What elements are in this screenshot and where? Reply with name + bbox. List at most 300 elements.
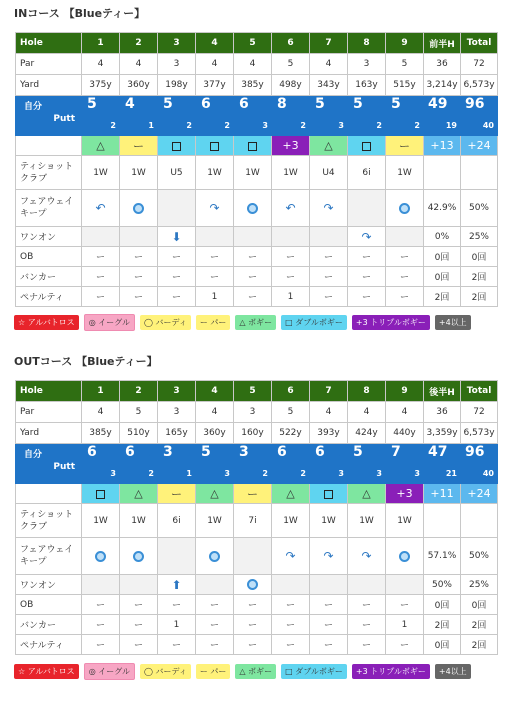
par-cell: 3	[158, 402, 196, 423]
hole-number: 2	[120, 381, 158, 402]
ob-cell: ー	[196, 247, 234, 267]
result-symbol: ー	[399, 139, 410, 153]
fairway-row	[16, 190, 498, 227]
double-bogey-square-icon	[96, 490, 105, 499]
yard-cell: 385y	[234, 75, 272, 96]
out-course-title: OUTコース 【Blueティー】	[14, 355, 158, 368]
stroke-count: 6	[239, 96, 249, 112]
putt-count: 3	[338, 121, 344, 130]
hole-number: 7	[310, 33, 348, 54]
hole-number: 3	[158, 33, 196, 54]
result-row	[16, 136, 498, 156]
putt-count: 3	[376, 469, 382, 478]
hole-number: 9	[386, 381, 424, 402]
oneon-cell	[234, 575, 272, 595]
fairway-rate: 50%	[468, 203, 489, 213]
putt-count: 1	[186, 469, 192, 478]
oneon-cell	[424, 227, 461, 247]
result-symbol: △	[96, 139, 105, 152]
bunker-cell: ー	[310, 267, 348, 287]
bunker-cell: ー	[272, 615, 310, 635]
penalty-cell: ー	[234, 635, 272, 655]
result-symbol: △	[210, 487, 219, 500]
result-cell	[272, 484, 310, 504]
ob-cell: ー	[310, 595, 348, 615]
result-cell	[82, 484, 120, 504]
par-cell: 5	[272, 402, 310, 423]
fairway-cell	[461, 538, 498, 575]
result-symbol: +3	[282, 139, 299, 152]
oneon-cell	[386, 575, 424, 595]
oneon-cell	[461, 227, 498, 247]
penalty-cell: ー	[234, 287, 272, 307]
fairway-cell	[82, 190, 120, 227]
result-cell	[234, 484, 272, 504]
fairway-rate: 42.9%	[427, 203, 457, 213]
ob-cell: ー	[348, 595, 386, 615]
yard-cell: 510y	[120, 423, 158, 444]
albatross-legend: ☆ アルバトロス	[14, 664, 79, 679]
fairway-cell	[82, 538, 120, 575]
score-cell	[158, 444, 196, 484]
stroke-count: 6	[315, 444, 325, 460]
fairway-cell	[348, 538, 386, 575]
in-legend	[0, 313, 505, 331]
fairway-cell	[196, 190, 234, 227]
double-bogey-square-icon	[172, 142, 181, 151]
triple-bogey-legend: +3 トリプルボギー	[352, 315, 430, 330]
penalty-cell: ー	[82, 635, 120, 655]
tee-club-cell: 1W	[386, 504, 424, 538]
fairway-hit-icon	[209, 551, 220, 562]
albatross-legend: ☆ アルバトロス	[14, 315, 79, 330]
yard-cell: 6,573y	[461, 423, 498, 444]
bunker-cell: ー	[272, 267, 310, 287]
par-row	[16, 402, 498, 423]
stroke-count: 3	[163, 444, 173, 460]
tee-club-cell: 1W	[82, 156, 120, 190]
score-cell	[310, 96, 348, 136]
quad-plus-legend: +4以上	[435, 315, 471, 330]
bogey-legend: △ ボギー	[235, 664, 276, 679]
fairway-cell	[310, 538, 348, 575]
putt-count: 2	[262, 469, 268, 478]
penalty-cell: ー	[348, 287, 386, 307]
result-symbol: +24	[467, 139, 491, 152]
penalty-cell: 1	[272, 287, 310, 307]
ob-cell: ー	[234, 247, 272, 267]
result-symbol: +24	[467, 487, 491, 500]
oneon-cell	[424, 575, 461, 595]
result-symbol: +11	[430, 487, 454, 500]
penalty-cell: ー	[386, 635, 424, 655]
fairway-label: フェアウェイ キープ	[16, 190, 82, 227]
yard-cell: 343y	[310, 75, 348, 96]
right-curve-arrow-icon: ↷	[323, 201, 334, 215]
out-score-table	[15, 380, 498, 655]
bunker-cell: ー	[158, 267, 196, 287]
oneon-rate: 50%	[431, 579, 452, 590]
result-symbol: ー	[247, 487, 258, 501]
oneon-label: ワンオン	[16, 227, 82, 247]
tee-club-cell: 1W	[310, 504, 348, 538]
penalty-cell: 2回	[461, 287, 498, 307]
half-label: 前半H	[424, 33, 461, 54]
fairway-cell	[386, 538, 424, 575]
ob-cell: 0回	[424, 595, 461, 615]
ob-cell: ー	[120, 247, 158, 267]
ob-row	[16, 247, 498, 267]
half-label: 後半H	[424, 381, 461, 402]
tee-club-cell: 1W	[272, 156, 310, 190]
eagle-legend: ◎ イーグル	[84, 663, 135, 680]
fairway-cell	[310, 190, 348, 227]
bunker-cell: 1	[158, 615, 196, 635]
fairway-cell	[424, 538, 461, 575]
ob-cell: ー	[272, 595, 310, 615]
fairway-hit-icon	[247, 579, 258, 590]
yard-row	[16, 75, 498, 96]
tee-label: ティショット クラブ	[16, 504, 82, 538]
penalty-cell: ー	[120, 287, 158, 307]
stroke-count: 5	[353, 96, 363, 112]
fairway-cell	[461, 190, 498, 227]
fairway-hit-icon	[133, 551, 144, 562]
oneon-cell	[120, 227, 158, 247]
ob-cell: ー	[158, 595, 196, 615]
fairway-rate: 50%	[468, 551, 489, 561]
penalty-cell: ー	[158, 635, 196, 655]
putt-count: 2	[110, 121, 116, 130]
double-bogey-square-icon	[362, 142, 371, 151]
result-cell	[424, 484, 461, 504]
penalty-cell: ー	[310, 635, 348, 655]
hole-label: Hole	[16, 381, 82, 402]
bunker-cell: ー	[386, 267, 424, 287]
bunker-label: バンカー	[16, 615, 82, 635]
eagle-legend: ◎ イーグル	[84, 314, 135, 331]
fairway-hit-icon	[399, 203, 410, 214]
stroke-count: 6	[277, 444, 287, 460]
yard-cell: 393y	[310, 423, 348, 444]
ob-cell: 0回	[424, 247, 461, 267]
result-cell	[158, 484, 196, 504]
score-cell	[424, 444, 461, 484]
penalty-cell: ー	[158, 287, 196, 307]
yard-cell: 3,359y	[424, 423, 461, 444]
penalty-cell: 2回	[424, 287, 461, 307]
penalty-row	[16, 287, 498, 307]
hole-number: 9	[386, 33, 424, 54]
hole-number: 6	[272, 33, 310, 54]
putt-count: 2	[148, 469, 154, 478]
tee-row	[16, 156, 498, 190]
fairway-cell	[272, 538, 310, 575]
left-curve-arrow-icon: ↶	[95, 201, 106, 215]
result-label-cell	[16, 484, 82, 504]
hole-number: 1	[82, 381, 120, 402]
triple-bogey-legend: +3 トリプルボギー	[352, 664, 430, 679]
fairway-cell	[234, 190, 272, 227]
putt-label: Putt	[53, 462, 75, 472]
oneon-cell	[196, 227, 234, 247]
fairway-cell	[158, 190, 196, 227]
par-row	[16, 54, 498, 75]
par-cell: 4	[386, 402, 424, 423]
oneon-rate: 0%	[434, 231, 450, 242]
hole-number: 6	[272, 381, 310, 402]
hole-row	[16, 381, 498, 402]
putt-count: 1	[148, 121, 154, 130]
stroke-count: 96	[465, 96, 485, 112]
fairway-cell	[196, 538, 234, 575]
tee-club-cell	[424, 156, 461, 190]
par-cell: 4	[196, 402, 234, 423]
double-bogey-square-icon	[210, 142, 219, 151]
fairway-cell	[272, 190, 310, 227]
par-cell: 4	[82, 402, 120, 423]
putt-count: 2	[300, 469, 306, 478]
tee-club-cell: 1W	[386, 156, 424, 190]
oneon-row	[16, 227, 498, 247]
yard-cell: 360y	[196, 423, 234, 444]
stroke-count: 6	[87, 444, 97, 460]
tee-club-cell	[461, 156, 498, 190]
yard-cell: 375y	[82, 75, 120, 96]
ob-cell: ー	[82, 595, 120, 615]
yard-cell: 163y	[348, 75, 386, 96]
score-cell	[386, 444, 424, 484]
ob-cell: ー	[272, 247, 310, 267]
penalty-label: ペナルティ	[16, 635, 82, 655]
result-cell	[272, 136, 310, 156]
fairway-hit-icon	[133, 203, 144, 214]
penalty-cell: ー	[386, 287, 424, 307]
putt-count: 3	[224, 469, 230, 478]
par-cell: 4	[196, 54, 234, 75]
putt-count: 2	[376, 121, 382, 130]
par-cell: 36	[424, 402, 461, 423]
out-legend	[0, 662, 505, 680]
ob-cell: ー	[310, 247, 348, 267]
stroke-count: 4	[125, 96, 135, 112]
oneon-cell	[272, 227, 310, 247]
stroke-count: 47	[428, 444, 448, 460]
tee-row	[16, 504, 498, 538]
in-course-title: INコース 【Blueティー】	[14, 7, 146, 20]
result-row	[16, 484, 498, 504]
result-cell	[461, 484, 498, 504]
ob-cell: 0回	[461, 247, 498, 267]
fairway-hit-icon	[399, 551, 410, 562]
bogey-legend: △ ボギー	[235, 315, 276, 330]
bunker-cell: ー	[234, 267, 272, 287]
yard-cell: 3,214y	[424, 75, 461, 96]
in-score-table	[15, 32, 498, 307]
score-cell	[234, 444, 272, 484]
hole-number: 2	[120, 33, 158, 54]
putt-count: 2	[224, 121, 230, 130]
par-cell: 36	[424, 54, 461, 75]
bunker-cell: ー	[310, 615, 348, 635]
right-curve-arrow-icon: ↷	[323, 549, 334, 563]
hole-number: 8	[348, 381, 386, 402]
result-symbol: +13	[430, 139, 454, 152]
yard-cell: 522y	[272, 423, 310, 444]
score-cell	[120, 96, 158, 136]
putt-count: 19	[445, 121, 457, 130]
yard-cell: 424y	[348, 423, 386, 444]
par-cell: 4	[234, 54, 272, 75]
result-cell	[461, 136, 498, 156]
score-cell	[82, 444, 120, 484]
bunker-cell: ー	[120, 615, 158, 635]
tee-club-cell: 1W	[196, 504, 234, 538]
yard-row	[16, 423, 498, 444]
bunker-row	[16, 615, 498, 635]
result-label-cell	[16, 136, 82, 156]
tee-club-cell	[461, 504, 498, 538]
putt-count: 40	[482, 469, 494, 478]
score-row	[16, 96, 498, 136]
tee-club-cell: 1W	[234, 156, 272, 190]
right-curve-arrow-icon: ↷	[209, 201, 220, 215]
yard-cell: 165y	[158, 423, 196, 444]
oneon-label: ワンオン	[16, 575, 82, 595]
yard-cell: 6,573y	[461, 75, 498, 96]
ob-cell: ー	[120, 595, 158, 615]
penalty-cell: ー	[82, 287, 120, 307]
hole-number: 4	[196, 33, 234, 54]
ob-cell: ー	[386, 247, 424, 267]
par-cell: 3	[158, 54, 196, 75]
yard-cell: 160y	[234, 423, 272, 444]
result-cell	[424, 136, 461, 156]
score-cell	[272, 96, 310, 136]
result-cell	[120, 136, 158, 156]
stroke-count: 6	[201, 96, 211, 112]
par-cell: 5	[386, 54, 424, 75]
tee-club-cell: 1W	[348, 504, 386, 538]
double-bogey-legend: □ ダブルボギー	[281, 664, 347, 679]
result-symbol: +3	[396, 487, 413, 500]
par-cell: 4	[310, 402, 348, 423]
putt-count: 3	[338, 469, 344, 478]
bunker-cell: 2回	[424, 615, 461, 635]
par-label: Par	[16, 54, 82, 75]
fairway-cell	[234, 538, 272, 575]
birdie-legend: ◯ バーディ	[140, 315, 191, 330]
par-cell: 72	[461, 402, 498, 423]
ob-cell: ー	[196, 595, 234, 615]
tee-club-cell: 1W	[272, 504, 310, 538]
tee-club-cell: 1W	[196, 156, 234, 190]
putt-count: 3	[110, 469, 116, 478]
bunker-cell: ー	[82, 267, 120, 287]
double-bogey-square-icon	[324, 490, 333, 499]
oneon-cell	[196, 575, 234, 595]
result-symbol: △	[324, 139, 333, 152]
bunker-cell: ー	[348, 267, 386, 287]
oneon-cell	[310, 575, 348, 595]
score-cell	[310, 444, 348, 484]
par-cell: 72	[461, 54, 498, 75]
tee-club-cell: 6i	[158, 504, 196, 538]
score-cell	[120, 444, 158, 484]
tee-club-cell	[424, 504, 461, 538]
tee-club-cell: 1W	[120, 504, 158, 538]
stroke-count: 5	[163, 96, 173, 112]
oneon-cell	[386, 227, 424, 247]
fairway-cell	[348, 190, 386, 227]
stroke-count: 5	[391, 96, 401, 112]
penalty-cell: 1	[196, 287, 234, 307]
left-curve-arrow-icon: ↶	[285, 201, 296, 215]
yard-cell: 198y	[158, 75, 196, 96]
score-cell	[158, 96, 196, 136]
double-bogey-square-icon	[248, 142, 257, 151]
quad-plus-legend: +4以上	[435, 664, 471, 679]
yard-cell: 360y	[120, 75, 158, 96]
hole-number: 3	[158, 381, 196, 402]
fairway-cell	[120, 538, 158, 575]
stroke-count: 5	[201, 444, 211, 460]
score-row	[16, 444, 498, 484]
score-cell	[82, 96, 120, 136]
par-legend: ー パー	[196, 315, 231, 330]
penalty-cell: ー	[310, 287, 348, 307]
tee-club-cell: 6i	[348, 156, 386, 190]
score-cell	[461, 96, 498, 136]
putt-count: 3	[262, 121, 268, 130]
right-curve-arrow-icon: ↷	[285, 549, 296, 563]
self-label-cell	[16, 96, 82, 136]
bunker-label: バンカー	[16, 267, 82, 287]
score-cell	[424, 96, 461, 136]
hole-number: 4	[196, 381, 234, 402]
bunker-cell: ー	[82, 615, 120, 635]
result-cell	[310, 136, 348, 156]
result-symbol: △	[134, 487, 143, 500]
stroke-count: 5	[353, 444, 363, 460]
par-label: Par	[16, 402, 82, 423]
putt-count: 3	[414, 469, 420, 478]
bunker-cell: 2回	[461, 267, 498, 287]
score-cell	[234, 96, 272, 136]
score-cell	[348, 444, 386, 484]
bunker-cell: 1	[386, 615, 424, 635]
fairway-row	[16, 538, 498, 575]
self-label: 自分	[24, 450, 43, 460]
yard-label: Yard	[16, 423, 82, 444]
fairway-rate: 57.1%	[427, 551, 457, 561]
bunker-cell: ー	[234, 615, 272, 635]
result-cell	[196, 136, 234, 156]
oneon-cell	[272, 575, 310, 595]
result-cell	[196, 484, 234, 504]
fairway-cell	[386, 190, 424, 227]
ob-cell: ー	[348, 247, 386, 267]
hole-row	[16, 33, 498, 54]
putt-count: 2	[186, 121, 192, 130]
score-cell	[461, 444, 498, 484]
result-symbol: △	[362, 487, 371, 500]
penalty-cell: 0回	[424, 635, 461, 655]
fairway-hit-icon	[95, 551, 106, 562]
result-cell	[158, 136, 196, 156]
stroke-count: 3	[239, 444, 249, 460]
yard-cell: 385y	[82, 423, 120, 444]
